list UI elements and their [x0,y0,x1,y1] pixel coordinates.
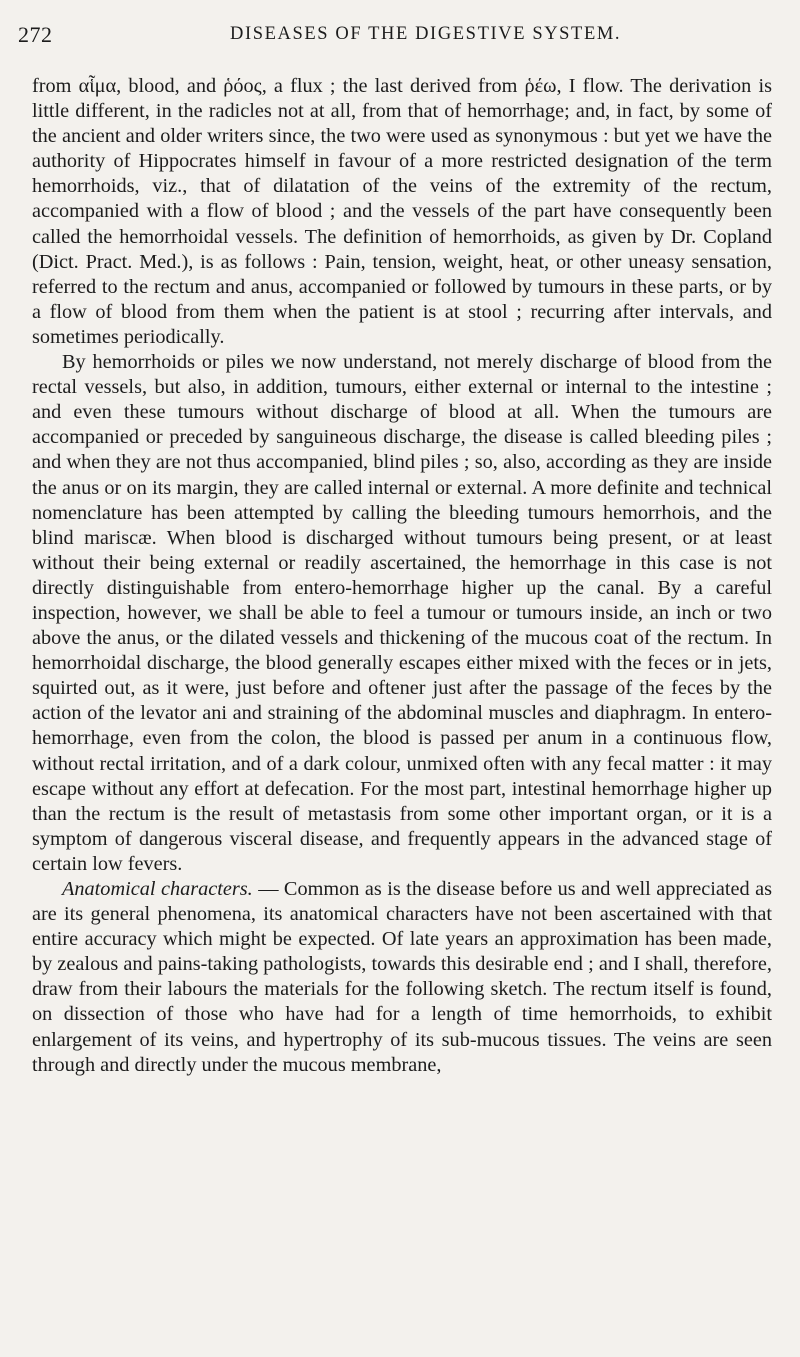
page-number: 272 [18,22,53,47]
paragraph-piles: By hemorrhoids or piles we now understand, not merely discharge of blood from the rectal vessels, but also, in addition, tumours, either external or internal to the intestine ; and even these tumours without discharge of blood at all. When the tumours are accompanied or preceded by sanguineous discharge, the disease is called bleeding piles ; and when they are not thus accompanied, blind piles ; so, also, according as they are inside the anus or on its margin, they are called internal or external. A more definite and technical nomenclature has been attempted by calling the bleeding tumours hemorrhois, and the blind mariscæ. When blood is discharged without tumours being present, or at least without their being external or readily ascertained, the hemorrhage in this case is not directly distinguishable from entero-hemorrhage higher up the canal. By a careful inspection, however, we shall be able to feel a tumour or tumours inside, an inch or two above the anus, or the dilated vessels and thickening of the mucous coat of the rectum. In hemorrhoidal discharge, the blood generally escapes either mixed with the feces or in jets, squirted out, as it were, just before and oftener just after the passage of the feces by the action of the levator ani and straining of the abdominal muscles and diaphragm. In entero-hemorrhage, even from the colon, the blood is passed per anum in a continuous flow, without rectal irritation, and of a dark colour, unmixed often with any fecal matter : it may escape without any effort at defecation. For the most part, intestinal hemorrhage higher up than the rectum is the result of metastasis from some other important organ, or it is a symptom of dangerous visceral disease, and frequently appears in the advanced stage of certain low fevers. [32,351,772,875]
running-head [18,18,788,48]
paragraph-anatomical-characters [32,877,772,1078]
section-heading: Anatomical characters. [62,878,253,900]
body-text [32,74,772,1078]
running-title: DISEASES OF THE DIGESTIVE SYSTEM. [230,24,622,44]
section-text: — Common as is the disease before us and well appreciated as are its general phenomena, its anatomical characters have not been ascertained with that entire accuracy which might be expected. Of late years an approximation has been made, by zealous and pains-taking pathologists, towards this desirable end ; and I shall, therefore, draw from their labours the materials for the following sketch. The rectum itself is found, on dissection of those who have had for a length of time hemorrhoids, to exhibit enlargement of its veins, and hypertrophy of its sub-mucous tissues. The veins are seen through and directly under the mucous membrane, [32,878,773,1076]
paragraph-etymology: from αἷμα, blood, and ῥόος, a flux ; the last derived from ῥέω, I flow. The derivation is little different, in the radicles not at all, from that of hemorrhage; and, in fact, by some of the ancient and older writers since, the two were used as synonymous : but yet we have the authority of Hippocrates himself in favour of a more restricted designation of the term hemorrhoids, viz., that of dilatation of the veins of the extremity of the rectum, accompanied with a flow of blood ; and the vessels of the part have consequently been called the hemorrhoidal vessels. The definition of hemorrhoids, as given by Dr. Copland (Dict. Pract. Med.), is as follows : Pain, tension, weight, heat, or other uneasy sensation, referred to the rectum and anus, accompanied or followed by tumours in these parts, or by a flow of blood from them when the patient is at stool ; recurring after intervals, and sometimes periodically. [32,75,772,348]
